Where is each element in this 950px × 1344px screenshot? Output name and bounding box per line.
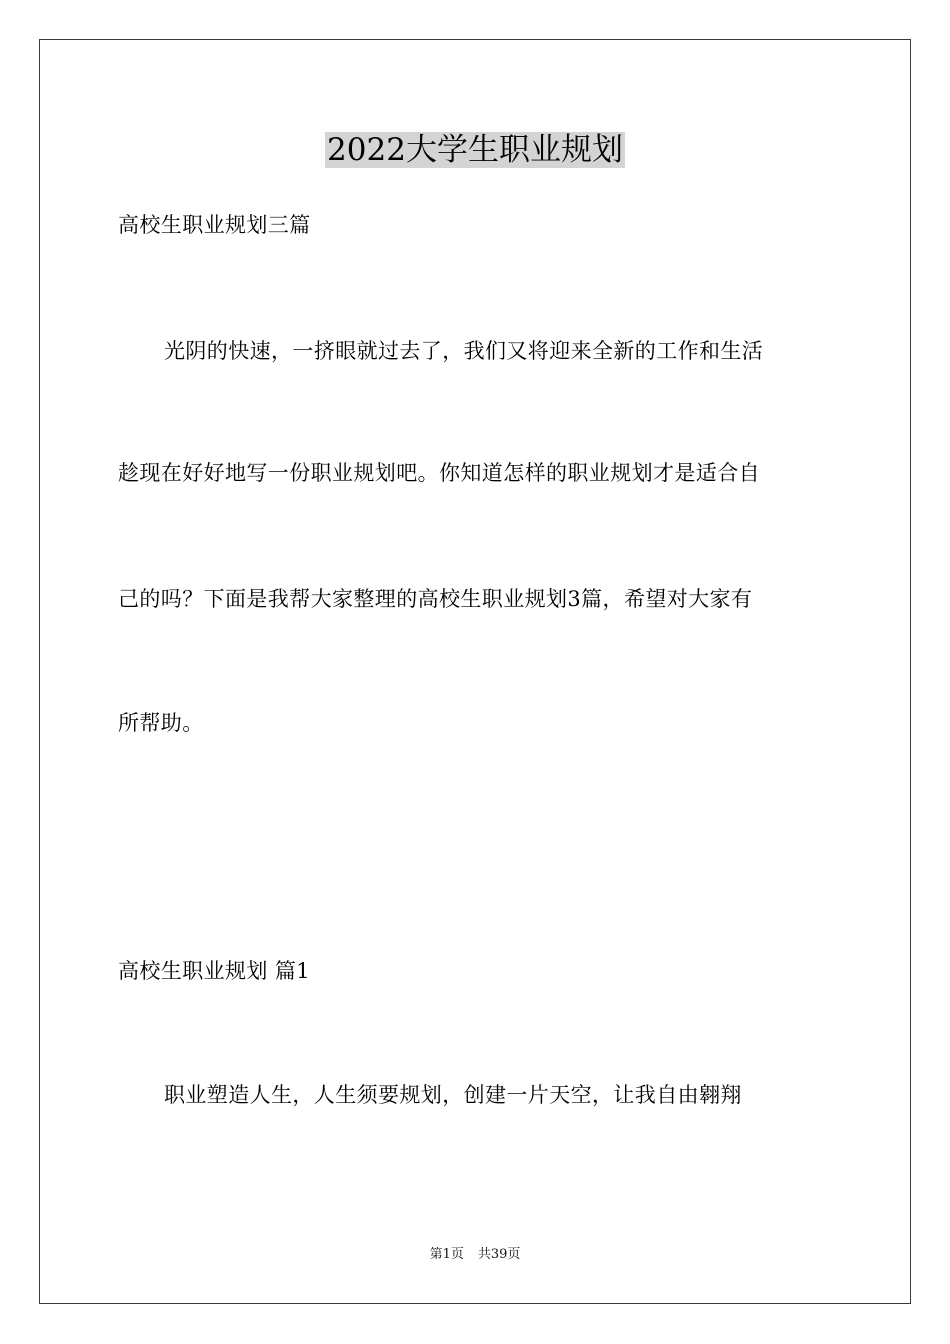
document-subtitle: 高校生职业规划三篇	[118, 213, 311, 237]
section-heading: 高校生职业规划 篇1	[118, 959, 311, 983]
document-title	[0, 128, 950, 172]
page-total: 共39页	[477, 1247, 521, 1262]
section-paragraph-line: 职业塑造人生，人生须要规划，创建一片天空，让我自由翱翔	[164, 1083, 742, 1107]
intro-paragraph-line: 趁现在好好地写一份职业规划吧。你知道怎样的职业规划才是适合自	[118, 461, 760, 485]
document-title-text: 2022大学生职业规划	[327, 132, 623, 168]
intro-paragraph-line: 己的吗？下面是我帮大家整理的高校生职业规划3篇，希望对大家有	[118, 587, 753, 611]
page-number: 第1页	[429, 1247, 464, 1262]
page-footer	[0, 1246, 950, 1264]
intro-paragraph-line: 所帮助。	[118, 711, 204, 735]
intro-paragraph-line: 光阴的快速，一挤眼就过去了，我们又将迎来全新的工作和生活	[164, 339, 764, 363]
